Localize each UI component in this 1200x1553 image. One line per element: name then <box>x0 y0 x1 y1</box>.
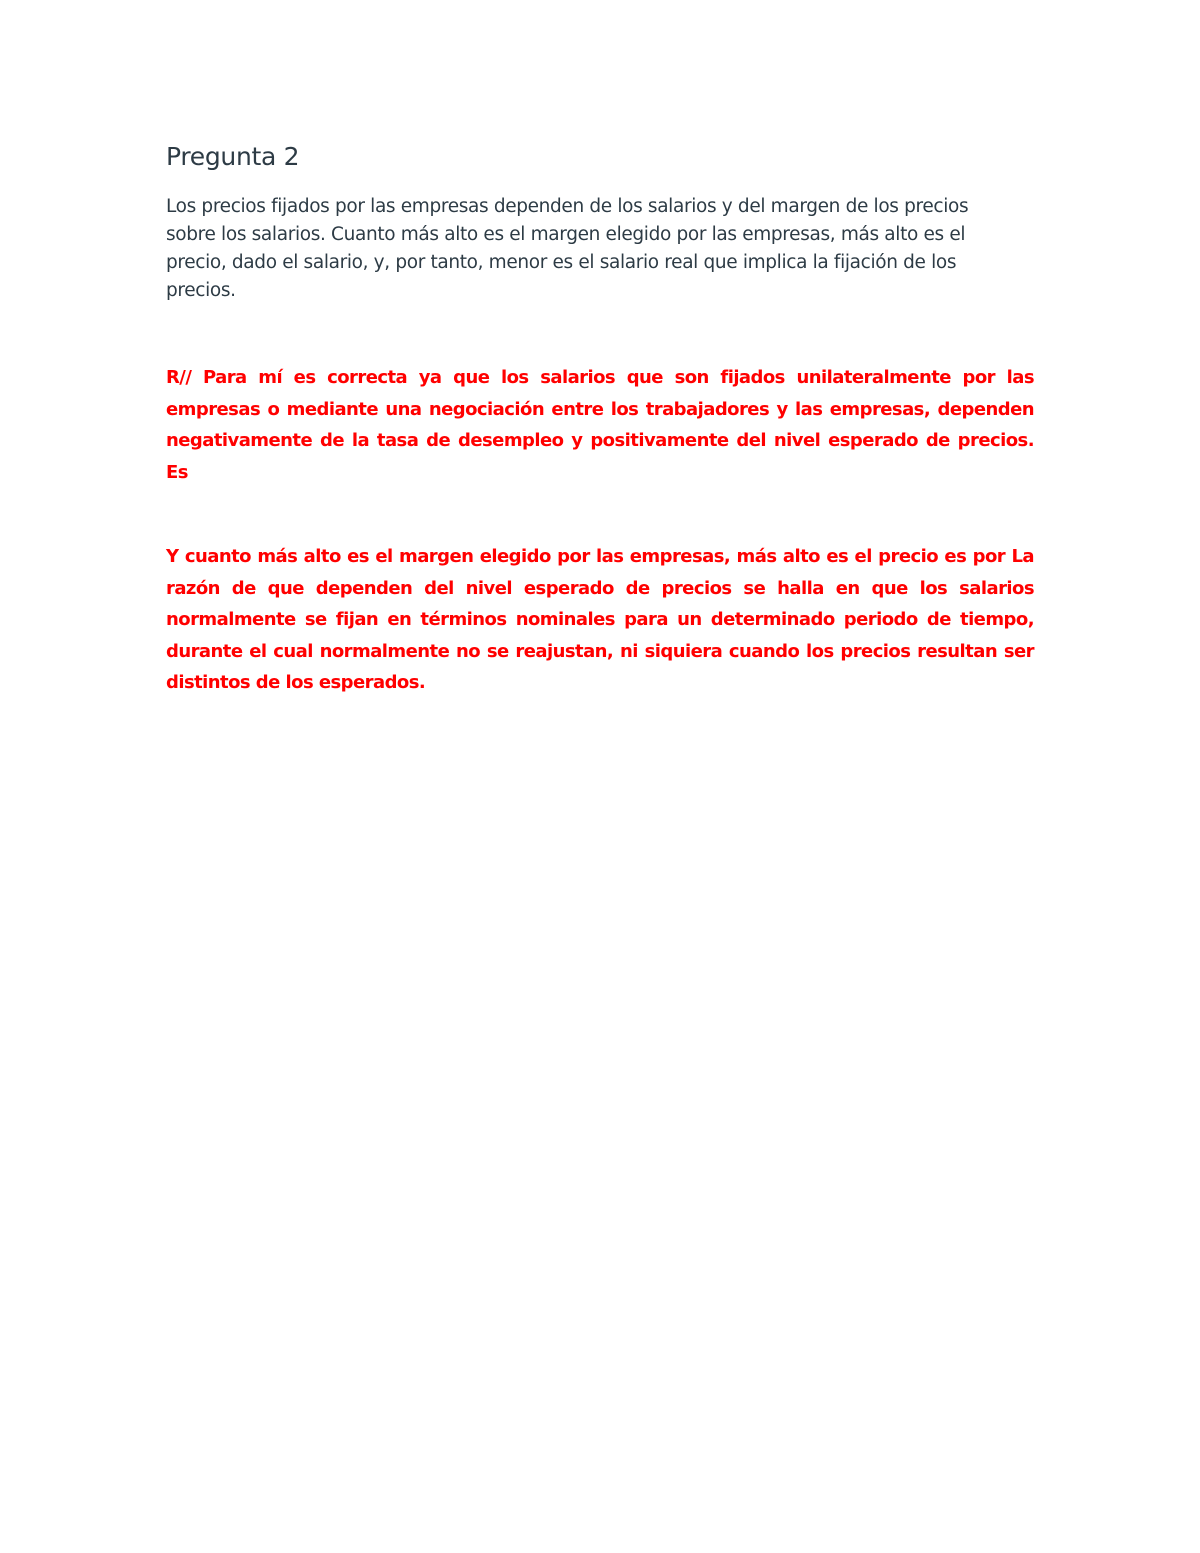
document-content <box>166 138 1036 699</box>
question-heading: Pregunta 2 <box>166 142 300 171</box>
answer-paragraph-2: Y cuanto más alto es el margen elegido por las empresas, más alto es el precio es por La razón de que dependen del nivel esperado de precios se halla en que los salarios normalmente se fijan en términos nominales para un determinado periodo de tiempo, durante el cual normalmente no se reajustan, ni siquiera cuando los precios resultan ser distintos de los esperados. <box>166 546 1034 693</box>
answer-paragraph-1: R// Para mí es correcta ya que los salarios que son fijados unilateralmente por las empresas o mediante una negociación entre los trabajadores y las empresas, dependen negativamente de la tasa de desempleo y positivamente del nivel esperado de precios. Es <box>166 367 1034 483</box>
question-text: Los precios fijados por las empresas dependen de los salarios y del margen de los precios sobre los salarios. Cuanto más alto es el margen elegido por las empresas, más alto es el precio, dado el salario, y, por tanto, menor es el salario real que implica la fijación de los precios. <box>166 196 969 301</box>
